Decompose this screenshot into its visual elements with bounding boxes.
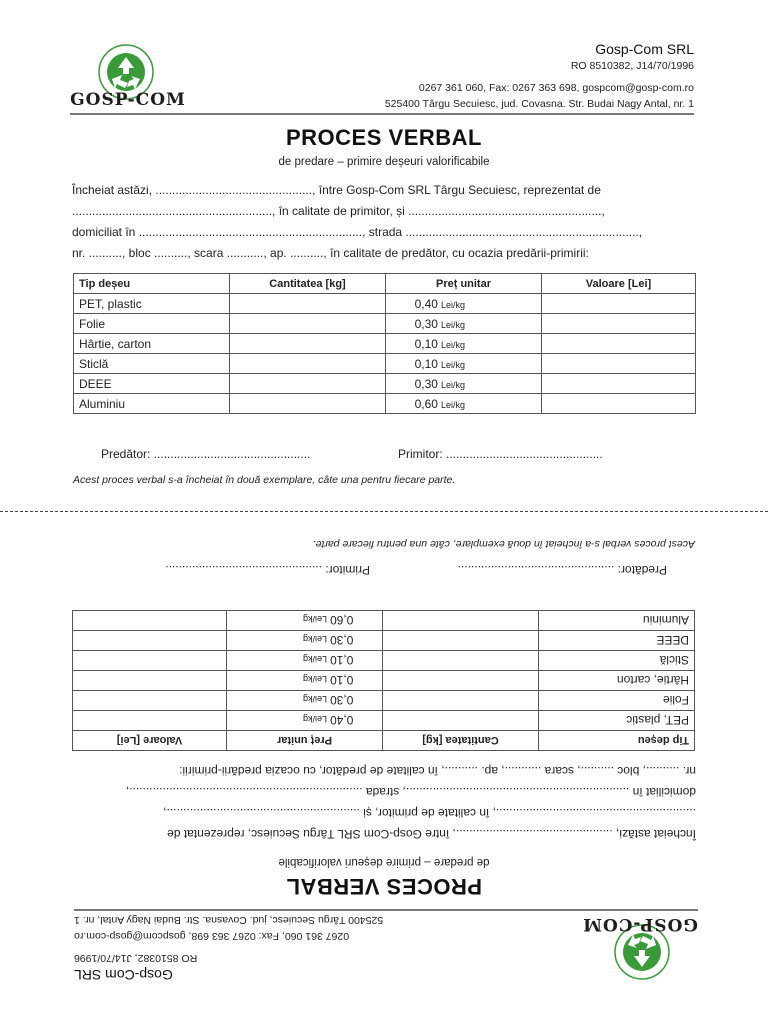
table-row xyxy=(73,631,695,651)
waste-type-cell: Aluminiu xyxy=(74,394,230,414)
header-rule xyxy=(74,909,698,911)
paragraph-line: Încheiat astăzi, ..............................................., între Gosp-Com SRL Târgu Secuiesc, reprezentat de xyxy=(72,183,601,197)
quantity-cell[interactable] xyxy=(230,334,386,354)
price-cell xyxy=(227,631,383,651)
company-address: 525400 Târgu Secuiesc, jud. Covasna. Str. Budai Nagy Antal, nr. 1 xyxy=(384,98,694,110)
table-row xyxy=(73,671,695,691)
footer-note: Acest proces verbal s-a încheiat în două exemplare, câte una pentru fiecare parte. xyxy=(73,474,456,486)
value-cell[interactable] xyxy=(73,651,227,671)
price-value: 0,10 xyxy=(414,336,438,351)
waste-type-cell: Hârtie, carton xyxy=(74,334,230,354)
table-row xyxy=(74,394,696,414)
logo xyxy=(582,912,698,980)
price-unit: Lei/kg xyxy=(303,654,328,665)
quantity-cell[interactable] xyxy=(383,611,539,631)
company-name: Gosp-Com SRL xyxy=(595,41,694,57)
price-value: 0,30 xyxy=(414,376,438,391)
quantity-cell[interactable] xyxy=(383,631,539,651)
footer-note: Acest proces verbal s-a încheiat în două exemplare, câte una pentru fiecare parte. xyxy=(312,538,695,550)
header-rule xyxy=(70,113,694,115)
form-copy-duplicate xyxy=(0,512,768,1024)
value-cell[interactable] xyxy=(542,394,696,414)
document-title: PROCES VERBAL xyxy=(286,874,482,899)
company-contact: 0267 361 060, Fax: 0267 363 698, gospcom@gosp-com.ro xyxy=(74,930,350,942)
quantity-cell[interactable] xyxy=(383,691,539,711)
waste-type-cell: Folie xyxy=(74,314,230,334)
company-registration: RO 8510382, J14/70/1996 xyxy=(74,952,198,964)
table-row xyxy=(74,334,696,354)
table-row xyxy=(73,651,695,671)
paragraph-line: ............................................................, în calitate de primitor, și .........................................................., xyxy=(163,806,696,820)
table-row xyxy=(74,294,696,314)
predator-signature: Predător: ............................................... xyxy=(101,447,311,461)
value-cell[interactable] xyxy=(73,711,227,731)
col-header-type: Tip deșeu xyxy=(74,274,230,294)
primitor-signature: Primitor: ............................................... xyxy=(398,447,603,461)
price-value: 0,10 xyxy=(330,653,354,668)
col-header-value: Valoare [Lei] xyxy=(542,274,696,294)
price-unit: Lei/kg xyxy=(440,319,465,330)
company-header xyxy=(385,40,694,112)
price-cell xyxy=(386,294,542,314)
col-header-type: Tip deșeu xyxy=(539,731,695,751)
price-cell xyxy=(227,611,383,631)
waste-type-cell: DEEE xyxy=(74,374,230,394)
price-value: 0,30 xyxy=(330,633,354,648)
price-cell xyxy=(227,711,383,731)
price-cell xyxy=(386,314,542,334)
col-header-quantity: Cantitatea [kg] xyxy=(383,731,539,751)
col-header-quantity: Cantitatea [kg] xyxy=(230,274,386,294)
waste-type-cell: Hârtie, carton xyxy=(539,671,695,691)
company-registration: RO 8510382, J14/70/1996 xyxy=(570,60,694,72)
price-value: 0,60 xyxy=(330,613,354,628)
quantity-cell[interactable] xyxy=(230,394,386,414)
price-value: 0,60 xyxy=(414,396,438,411)
table-row xyxy=(74,374,696,394)
waste-type-cell: Sticlă xyxy=(74,354,230,374)
table-row xyxy=(73,711,695,731)
paragraph-line: Încheiat astăzi, ..............................................., între Gosp-Com SRL Târgu Secuiesc, reprezentat de xyxy=(167,827,696,841)
price-cell xyxy=(386,354,542,374)
document-subtitle: de predare – primire deșeuri valorificabile xyxy=(278,856,490,868)
table-header-row xyxy=(73,731,695,751)
quantity-cell[interactable] xyxy=(383,711,539,731)
waste-type-cell: Folie xyxy=(539,691,695,711)
value-cell[interactable] xyxy=(73,691,227,711)
predator-signature: Predător: ............................................... xyxy=(457,563,667,577)
value-cell[interactable] xyxy=(542,294,696,314)
company-contact: 0267 361 060, Fax: 0267 363 698, gospcom@gosp-com.ro xyxy=(418,82,694,94)
paragraph-line: ............................................................, în calitate de primitor, și .........................................................., xyxy=(72,204,605,218)
price-value: 0,30 xyxy=(330,693,354,708)
logo-wordmark: GOSP-COM xyxy=(70,90,186,110)
value-cell[interactable] xyxy=(73,631,227,651)
price-value: 0,40 xyxy=(330,713,354,728)
quantity-cell[interactable] xyxy=(383,671,539,691)
table-header-row xyxy=(74,274,696,294)
price-value: 0,30 xyxy=(414,316,438,331)
waste-type-cell: DEEE xyxy=(539,631,695,651)
price-unit: Lei/kg xyxy=(303,694,328,705)
price-value: 0,10 xyxy=(330,673,354,688)
waste-type-cell: Aluminiu xyxy=(539,611,695,631)
price-unit: Lei/kg xyxy=(440,339,465,350)
price-cell xyxy=(227,651,383,671)
table-row xyxy=(73,691,695,711)
value-cell[interactable] xyxy=(542,374,696,394)
price-unit: Lei/kg xyxy=(303,714,328,725)
logo xyxy=(70,44,186,112)
paragraph-line: nr. .........., bloc .........., scara ..........., ap. .........., în calitate de predător, cu ocazia predării-primirii: xyxy=(179,764,696,778)
document-title: PROCES VERBAL xyxy=(286,125,482,150)
table-row xyxy=(74,314,696,334)
declaration-paragraph xyxy=(74,760,696,844)
quantity-cell[interactable] xyxy=(230,314,386,334)
price-cell xyxy=(386,334,542,354)
price-cell xyxy=(227,671,383,691)
value-cell[interactable] xyxy=(542,314,696,334)
value-cell[interactable] xyxy=(73,671,227,691)
table-row xyxy=(73,611,695,631)
company-address: 525400 Târgu Secuiesc, jud. Covasna. Str. Budai Nagy Antal, nr. 1 xyxy=(74,914,384,926)
value-cell[interactable] xyxy=(542,334,696,354)
company-header xyxy=(74,912,383,984)
paragraph-line: domiciliat în ..................................................................., strada ......................................................................, xyxy=(125,785,696,799)
col-header-price: Preț unitar xyxy=(386,274,542,294)
declaration-paragraph xyxy=(72,180,694,264)
quantity-cell[interactable] xyxy=(230,354,386,374)
waste-table xyxy=(72,610,695,751)
document-subtitle: de predare – primire deșeuri valorificabile xyxy=(278,156,490,168)
waste-type-cell: PET, plastic xyxy=(539,711,695,731)
price-unit: Lei/kg xyxy=(303,614,328,625)
price-cell xyxy=(386,374,542,394)
price-cell xyxy=(386,394,542,414)
price-unit: Lei/kg xyxy=(303,674,328,685)
company-name: Gosp-Com SRL xyxy=(74,967,173,983)
value-cell[interactable] xyxy=(73,611,227,631)
price-unit: Lei/kg xyxy=(440,299,465,310)
price-value: 0,10 xyxy=(414,356,438,371)
quantity-cell[interactable] xyxy=(383,651,539,671)
price-unit: Lei/kg xyxy=(440,359,465,370)
waste-table xyxy=(73,273,696,414)
price-unit: Lei/kg xyxy=(440,379,465,390)
price-cell xyxy=(227,691,383,711)
paragraph-line: nr. .........., bloc .........., scara ..........., ap. .........., în calitate de predător, cu ocazia predării-primirii: xyxy=(72,246,589,260)
col-header-value: Valoare [Lei] xyxy=(73,731,227,751)
primitor-signature: Primitor: ............................................... xyxy=(165,563,370,577)
logo-wordmark: GOSP-COM xyxy=(582,914,698,934)
waste-type-cell: PET, plastic xyxy=(74,294,230,314)
quantity-cell[interactable] xyxy=(230,294,386,314)
table-row xyxy=(74,354,696,374)
paragraph-line: domiciliat în ..................................................................., strada ......................................................................, xyxy=(72,225,643,239)
col-header-price: Preț unitar xyxy=(227,731,383,751)
price-unit: Lei/kg xyxy=(440,399,465,410)
value-cell[interactable] xyxy=(542,354,696,374)
quantity-cell[interactable] xyxy=(230,374,386,394)
price-value: 0,40 xyxy=(414,296,438,311)
waste-type-cell: Sticlă xyxy=(539,651,695,671)
price-unit: Lei/kg xyxy=(303,634,328,645)
